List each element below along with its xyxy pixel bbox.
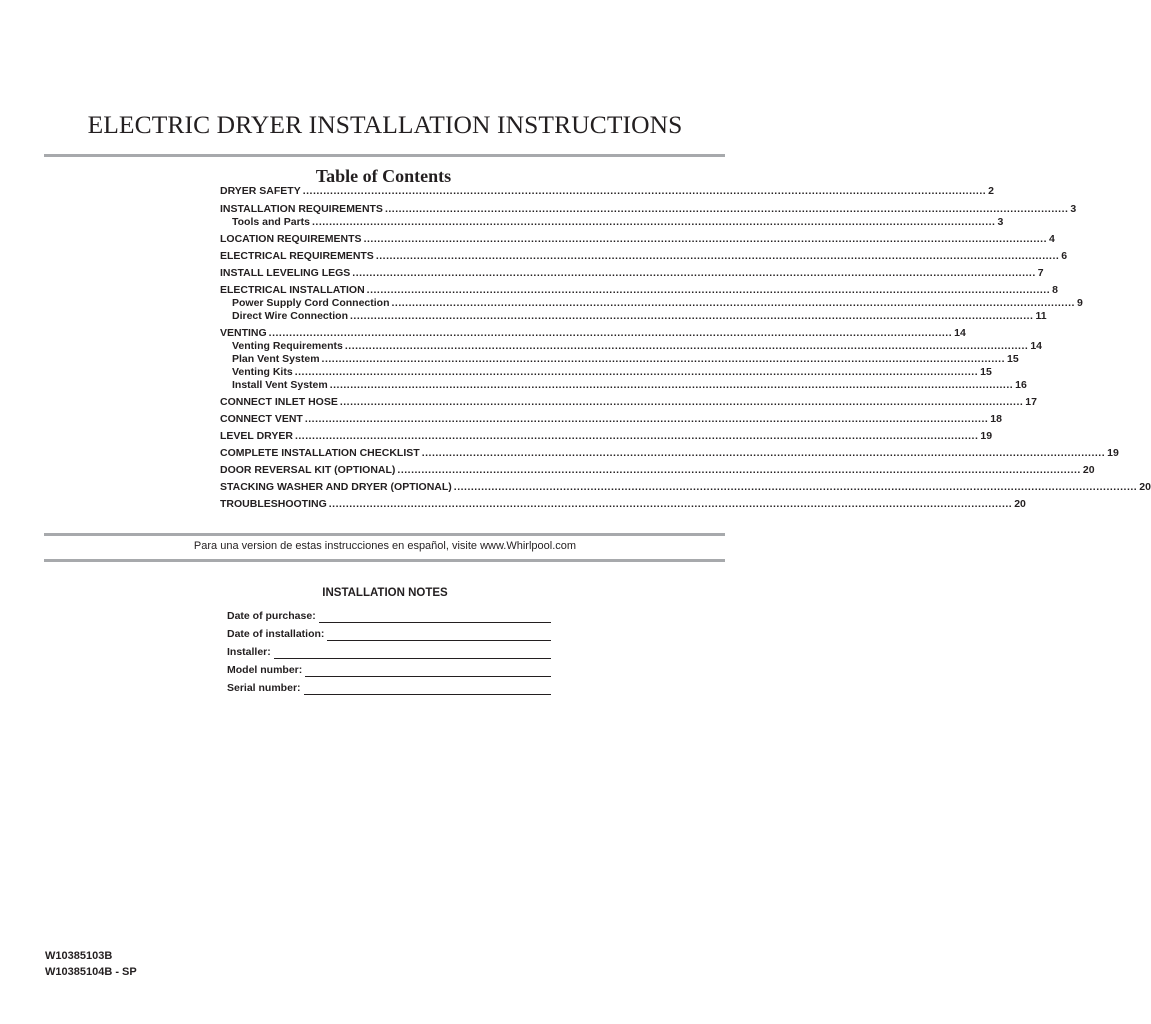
note-field — [227, 664, 551, 677]
toc-entry — [220, 396, 1037, 409]
installation-notes-heading: INSTALLATION NOTES — [322, 587, 448, 599]
toc-entry-label: Plan Vent System — [232, 353, 320, 365]
note-field-label: Date of purchase: — [227, 610, 316, 622]
toc-entry-label: Install Vent System — [232, 379, 328, 391]
toc-entry-label: Tools and Parts — [232, 216, 310, 228]
divider-top — [44, 533, 725, 536]
toc-entry-label: INSTALLATION REQUIREMENTS — [220, 203, 383, 215]
toc-dot-leader: ........................................................................................................................................................................................................ — [268, 327, 953, 339]
toc-entry-page: 4 — [1049, 233, 1055, 245]
toc-entry-page: 20 — [1082, 464, 1095, 476]
note-field — [227, 646, 551, 659]
toc-dot-leader: ........................................................................................................................................................................................................ — [384, 203, 1069, 215]
toc-entry-page: 8 — [1052, 284, 1058, 296]
toc-entry-page: 16 — [1015, 379, 1027, 391]
toc-entry — [220, 464, 1095, 477]
note-field-label: Installer: — [227, 646, 271, 658]
toc-dot-leader: ........................................................................................................................................................................................................ — [391, 297, 1075, 309]
toc-entry-page: 17 — [1025, 396, 1037, 408]
toc-entry-page: 3 — [1070, 203, 1077, 215]
toc-entry — [220, 340, 1042, 353]
toc-dot-leader: ........................................................................................................................................................................................................ — [453, 481, 1138, 493]
toc-entry-label: STACKING WASHER AND DRYER (OPTIONAL) — [220, 481, 452, 493]
toc-entry — [220, 185, 995, 198]
toc-dot-leader: ........................................................................................................................................................................................................ — [352, 267, 1036, 279]
toc-dot-leader: ........................................................................................................................................................................................................ — [397, 464, 1081, 476]
note-field-blank-line — [327, 629, 551, 641]
toc-entry-page: 2 — [988, 185, 995, 197]
toc-entry-label: TROUBLESHOOTING — [220, 498, 327, 510]
toc-entry-label: CONNECT INLET HOSE — [220, 396, 338, 408]
toc-entry — [220, 203, 1077, 216]
toc-entry-label: INSTALL LEVELING LEGS — [220, 267, 351, 279]
note-field — [227, 682, 551, 695]
toc-entry-page: 14 — [954, 327, 966, 339]
toc-entry-label: Venting Kits — [232, 366, 293, 378]
title-divider — [44, 154, 725, 157]
toc-entry-label: COMPLETE INSTALLATION CHECKLIST — [220, 447, 420, 459]
note-field-label: Serial number: — [227, 682, 301, 694]
toc-dot-leader: ........................................................................................................................................................................................................ — [321, 353, 1005, 365]
toc-entry-page: 19 — [980, 430, 993, 442]
toc-dot-leader: ........................................................................................................................................................................................................ — [294, 430, 979, 442]
toc-dot-leader: ........................................................................................................................................................................................................ — [363, 233, 1048, 245]
toc-entry-label: VENTING — [220, 327, 267, 339]
toc-entry-label: LEVEL DRYER — [220, 430, 293, 442]
toc-entry — [220, 297, 1083, 310]
toc-entry — [220, 498, 1026, 511]
toc-entry-label: ELECTRICAL INSTALLATION — [220, 284, 365, 296]
toc-dot-leader: ........................................................................................................................................................................................................ — [366, 284, 1051, 296]
toc-dot-leader: ........................................................................................................................................................................................................ — [312, 216, 996, 228]
toc-entry — [220, 310, 1047, 323]
toc-heading: Table of Contents — [315, 166, 452, 186]
toc-entry-page: 6 — [1061, 250, 1068, 262]
spanish-version-note: Para una version de estas instrucciones en español, visite www.Whirlpool.com — [193, 540, 577, 552]
toc-entry — [220, 430, 993, 443]
note-field-label: Date of installation: — [227, 628, 325, 640]
toc-entry-page: 14 — [1030, 340, 1042, 352]
note-field-label: Model number: — [227, 664, 303, 676]
toc-entry-page: 20 — [1014, 498, 1026, 510]
toc-entry-label: DOOR REVERSAL KIT (OPTIONAL) — [220, 464, 396, 476]
note-field-blank-line — [304, 683, 551, 695]
note-field — [227, 610, 551, 623]
toc-entry — [220, 284, 1058, 297]
toc-dot-leader: ........................................................................................................................................................................................................ — [294, 366, 979, 378]
toc-dot-leader: ........................................................................................................................................................................................................ — [421, 447, 1106, 459]
toc-entry-page: 3 — [997, 216, 1004, 228]
toc-entry-label: CONNECT VENT — [220, 413, 303, 425]
document-numbers — [45, 948, 137, 980]
note-field — [227, 628, 551, 641]
toc-dot-leader: ........................................................................................................................................................................................................ — [344, 340, 1029, 352]
toc-entry — [220, 379, 1027, 392]
toc-dot-leader: ........................................................................................................................................................................................................ — [328, 498, 1013, 510]
toc-entry-label: Direct Wire Connection — [232, 310, 349, 322]
toc-entry-page: 15 — [980, 366, 992, 378]
toc-dot-leader: ........................................................................................................................................................................................................ — [302, 185, 987, 197]
note-field-blank-line — [274, 647, 551, 659]
toc-dot-leader: ........................................................................................................................................................................................................ — [304, 413, 989, 425]
page-title: ELECTRIC DRYER INSTALLATION INSTRUCTIONS — [87, 110, 683, 139]
toc-entry-page: 9 — [1076, 297, 1083, 309]
toc-entry — [220, 233, 1055, 246]
toc-entry-label: DRYER SAFETY — [220, 185, 301, 197]
toc-entry-page: 11 — [1035, 310, 1047, 322]
toc-dot-leader: ........................................................................................................................................................................................................ — [339, 396, 1024, 408]
toc-entry — [220, 216, 1004, 229]
toc-entry — [220, 447, 1119, 460]
toc-dot-leader: ........................................................................................................................................................................................................ — [329, 379, 1014, 391]
toc-entry — [220, 366, 992, 379]
document-number-sp: W10385104B - SP — [45, 966, 137, 978]
toc-entry — [220, 481, 1151, 494]
toc-entry-label: LOCATION REQUIREMENTS — [220, 233, 362, 245]
toc-entry-page: 19 — [1107, 447, 1119, 459]
toc-entry — [220, 353, 1019, 366]
toc-entry — [220, 267, 1044, 280]
toc-entry-page: 7 — [1037, 267, 1044, 279]
toc-entry-page: 18 — [990, 413, 1002, 425]
toc-dot-leader: ........................................................................................................................................................................................................ — [350, 310, 1034, 322]
divider-bottom — [44, 559, 725, 562]
toc-entry-page: 15 — [1007, 353, 1019, 365]
toc-entry-label: Power Supply Cord Connection — [232, 297, 390, 309]
toc-entry-label: Venting Requirements — [232, 340, 343, 352]
document-number: W10385103B — [45, 950, 113, 962]
toc-entry-page: 20 — [1139, 481, 1151, 493]
note-field-blank-line — [305, 665, 551, 677]
note-field-blank-line — [319, 611, 551, 623]
toc-entry — [220, 413, 1002, 426]
toc-entry — [220, 327, 966, 340]
toc-dot-leader: ........................................................................................................................................................................................................ — [375, 250, 1060, 262]
toc-entry — [220, 250, 1068, 263]
toc-entry-label: ELECTRICAL REQUIREMENTS — [220, 250, 374, 262]
